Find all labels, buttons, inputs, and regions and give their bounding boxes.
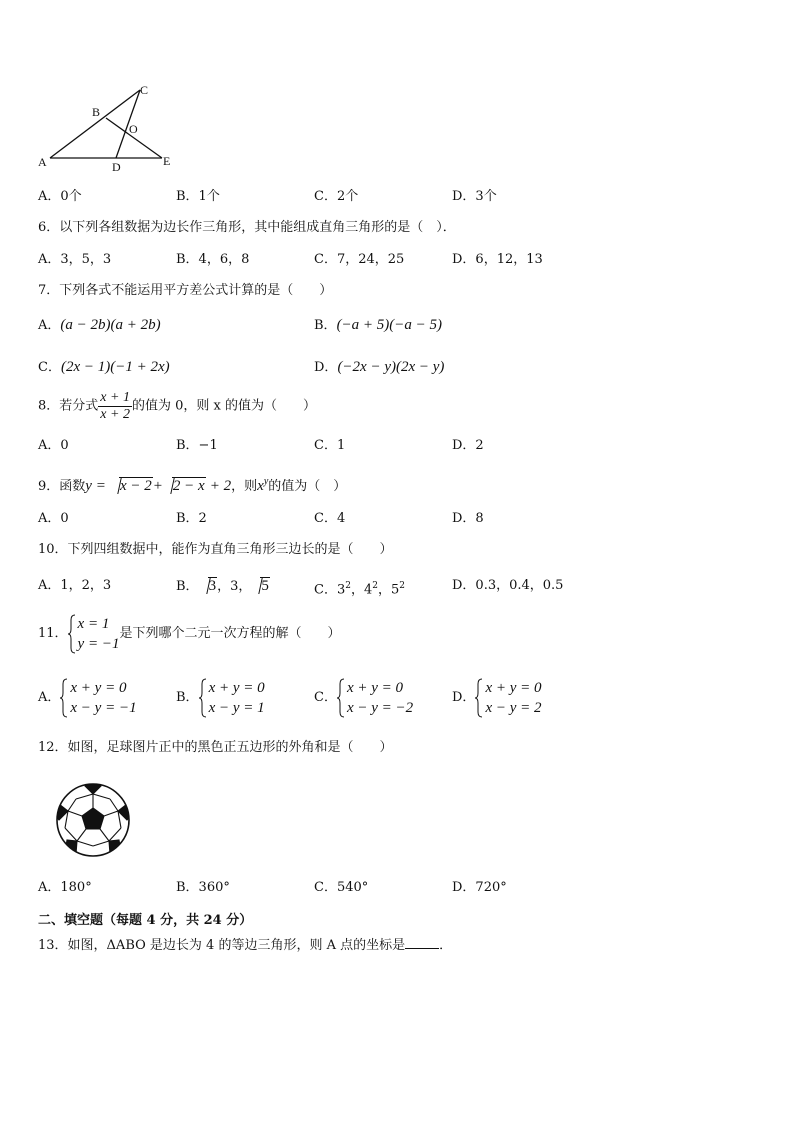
- option-label: D．: [314, 360, 338, 375]
- q9-suffix: 的值为（ ）: [268, 479, 347, 494]
- q7-option-a[interactable]: [38, 316, 161, 335]
- label-b: B: [92, 105, 101, 119]
- q8-option-d[interactable]: D．2: [452, 438, 484, 453]
- q9-prefix: 9．函数: [38, 479, 86, 494]
- q11-prefix: 11．: [38, 626, 68, 641]
- option-expression: (2x − 1)(−1 + 2x): [60, 359, 170, 375]
- fraction-denominator: x + 2: [100, 407, 130, 422]
- option-system: [475, 678, 541, 718]
- q12-option-d[interactable]: D．720°: [452, 880, 507, 895]
- answer-blank[interactable]: [405, 936, 439, 949]
- q10-option-d[interactable]: D．0.3，0.4，0.5: [452, 578, 564, 593]
- label-o: O: [129, 122, 138, 136]
- option-label: C．: [314, 582, 337, 598]
- term-3: 5: [391, 582, 400, 598]
- q5-option-c[interactable]: C．2个: [314, 189, 359, 204]
- label-d: D: [112, 160, 121, 174]
- power-exponent: y: [263, 476, 269, 487]
- option-system: [337, 678, 413, 718]
- option-label: B．: [314, 318, 337, 333]
- q8-option-b[interactable]: B．−1: [176, 438, 218, 453]
- system-line-1: x + y = 0: [346, 680, 404, 696]
- option-system: [199, 678, 265, 718]
- q7-option-b[interactable]: [314, 316, 442, 335]
- q10-stem: 10．下列四组数据中，能作为直角三角形三边长的是（ ）: [38, 542, 393, 557]
- q9-radical-2: [163, 477, 206, 495]
- q5-option-d[interactable]: D．3个: [452, 189, 497, 204]
- fraction-numerator: x + 1: [100, 390, 130, 405]
- option-label: C．: [314, 690, 337, 705]
- brace-icon: [475, 678, 483, 718]
- q9-lhs: y =: [85, 478, 106, 494]
- label-e: E: [163, 154, 171, 168]
- option-label: B．: [176, 690, 199, 705]
- q9-power: [257, 478, 268, 494]
- option-label: B．: [176, 579, 199, 594]
- exponent: 2: [399, 581, 406, 591]
- label-a: A: [38, 155, 47, 169]
- q8-suffix: 的值为 0，则 x 的值为（ ）: [131, 398, 316, 414]
- q13-prefix: 13．如图，ΔABO 是边长为 4 的等边三角形，则 A 点的坐标是: [38, 938, 406, 953]
- option-label: A．: [38, 690, 61, 705]
- q10-option-c[interactable]: C．$3^2$，$4^2$，$5^2$: [314, 581, 406, 598]
- q8-option-c[interactable]: C．1: [314, 438, 346, 453]
- q11-option-a[interactable]: [38, 678, 137, 718]
- option-expression: (a − 2b)(a + 2b): [60, 317, 161, 333]
- q10-option-b[interactable]: [176, 577, 270, 596]
- q9-option-c[interactable]: C．4: [314, 511, 346, 526]
- q7-option-d[interactable]: [314, 358, 444, 377]
- radicand: 2 − x: [172, 478, 205, 494]
- q13-stem: [38, 936, 452, 955]
- q11-option-b[interactable]: [176, 678, 265, 718]
- q12-option-b[interactable]: B．360°: [176, 880, 230, 895]
- term-1: 3: [336, 582, 346, 598]
- q6-option-c[interactable]: C．7，24，25: [314, 252, 405, 267]
- q6-option-d[interactable]: D．6，12，13: [452, 252, 543, 267]
- system-line-1: x + y = 0: [70, 680, 127, 696]
- option-system: [60, 678, 136, 718]
- q12-stem: 12．如图，足球图片正中的黑色正五边形的外角和是（ ）: [38, 740, 393, 755]
- system-line-2: x − y = 2: [485, 700, 542, 716]
- q13-suffix: ．: [439, 938, 453, 953]
- q8-fraction: [98, 390, 132, 423]
- q11-stem: [38, 614, 340, 654]
- q7-stem: 7．下列各式不能运用平方差公式计算的是（ ）: [38, 283, 333, 298]
- exponent: 2: [345, 581, 351, 591]
- q11-system: [68, 614, 120, 654]
- option-mid: ，3，: [217, 579, 252, 594]
- option-label: A．: [38, 318, 61, 333]
- q9-tail: + 2: [209, 478, 232, 494]
- brace-icon: [337, 678, 345, 718]
- line-ac: [50, 90, 140, 158]
- q9-radical-1: [110, 477, 153, 495]
- system-line-2: y = −1: [77, 636, 120, 652]
- exponent: 2: [372, 581, 378, 591]
- radicand: x − 2: [119, 478, 152, 494]
- q9-option-b[interactable]: B．2: [176, 511, 207, 526]
- term-2: 4: [363, 582, 373, 598]
- label-c: C: [140, 83, 149, 97]
- q11-option-d[interactable]: [452, 678, 542, 718]
- system-line-1: x + y = 0: [208, 680, 265, 696]
- q8-stem: [38, 390, 316, 423]
- brace-icon: [60, 678, 68, 718]
- q5-option-a[interactable]: A．0个: [38, 189, 82, 204]
- option-label: D．: [452, 690, 476, 705]
- system-line-1: x = 1: [77, 616, 110, 632]
- q6-option-b[interactable]: B．4，6，8: [176, 252, 250, 267]
- option-label: C．: [38, 360, 61, 375]
- q9-stem: [38, 473, 346, 496]
- q8-prefix: 8．若分式: [38, 398, 99, 414]
- q9-plus: +: [152, 478, 163, 494]
- option-expression: (−2x − y)(2x − y): [337, 359, 445, 375]
- option-expression: (−a + 5)(−a − 5): [336, 317, 443, 333]
- q6-option-a[interactable]: A．3，5，3: [38, 252, 112, 267]
- q11-suffix: 是下列哪个二元一次方程的解（ ）: [119, 626, 341, 641]
- radicand: 5: [261, 578, 269, 594]
- q7-option-c[interactable]: [38, 358, 170, 377]
- q6-stem: 6．以下列各组数据为边长作三角形，其中能组成直角三角形的是（ ）．: [38, 220, 456, 235]
- system-line-1: x + y = 0: [485, 680, 542, 696]
- q12-option-c[interactable]: C．540°: [314, 880, 369, 895]
- power-base: x: [257, 478, 264, 494]
- system-line-2: x − y = 1: [208, 700, 265, 716]
- section-2-title: 二、填空题（每题 4 分，共 24 分）: [38, 913, 253, 928]
- q8-option-a[interactable]: A．0: [38, 438, 69, 453]
- q12-option-a[interactable]: A．180°: [38, 880, 92, 895]
- q9-option-d[interactable]: D．8: [452, 511, 484, 526]
- radicand: 3: [208, 578, 217, 594]
- triangle-figure: [30, 80, 190, 175]
- soccer-ball-figure: [55, 782, 131, 858]
- system-line-2: x − y = −1: [70, 700, 137, 716]
- q11-option-c[interactable]: [314, 678, 413, 718]
- sqrt-5: [251, 577, 270, 595]
- brace-icon: [68, 614, 76, 654]
- q9-mid: ，则: [231, 479, 258, 494]
- q9-option-a[interactable]: A．0: [38, 511, 69, 526]
- sqrt-3: [199, 577, 218, 595]
- q5-option-b[interactable]: B．1个: [176, 189, 220, 204]
- q10-option-a[interactable]: A．1，2，3: [38, 578, 112, 593]
- system-line-2: x − y = −2: [346, 700, 414, 716]
- brace-icon: [199, 678, 207, 718]
